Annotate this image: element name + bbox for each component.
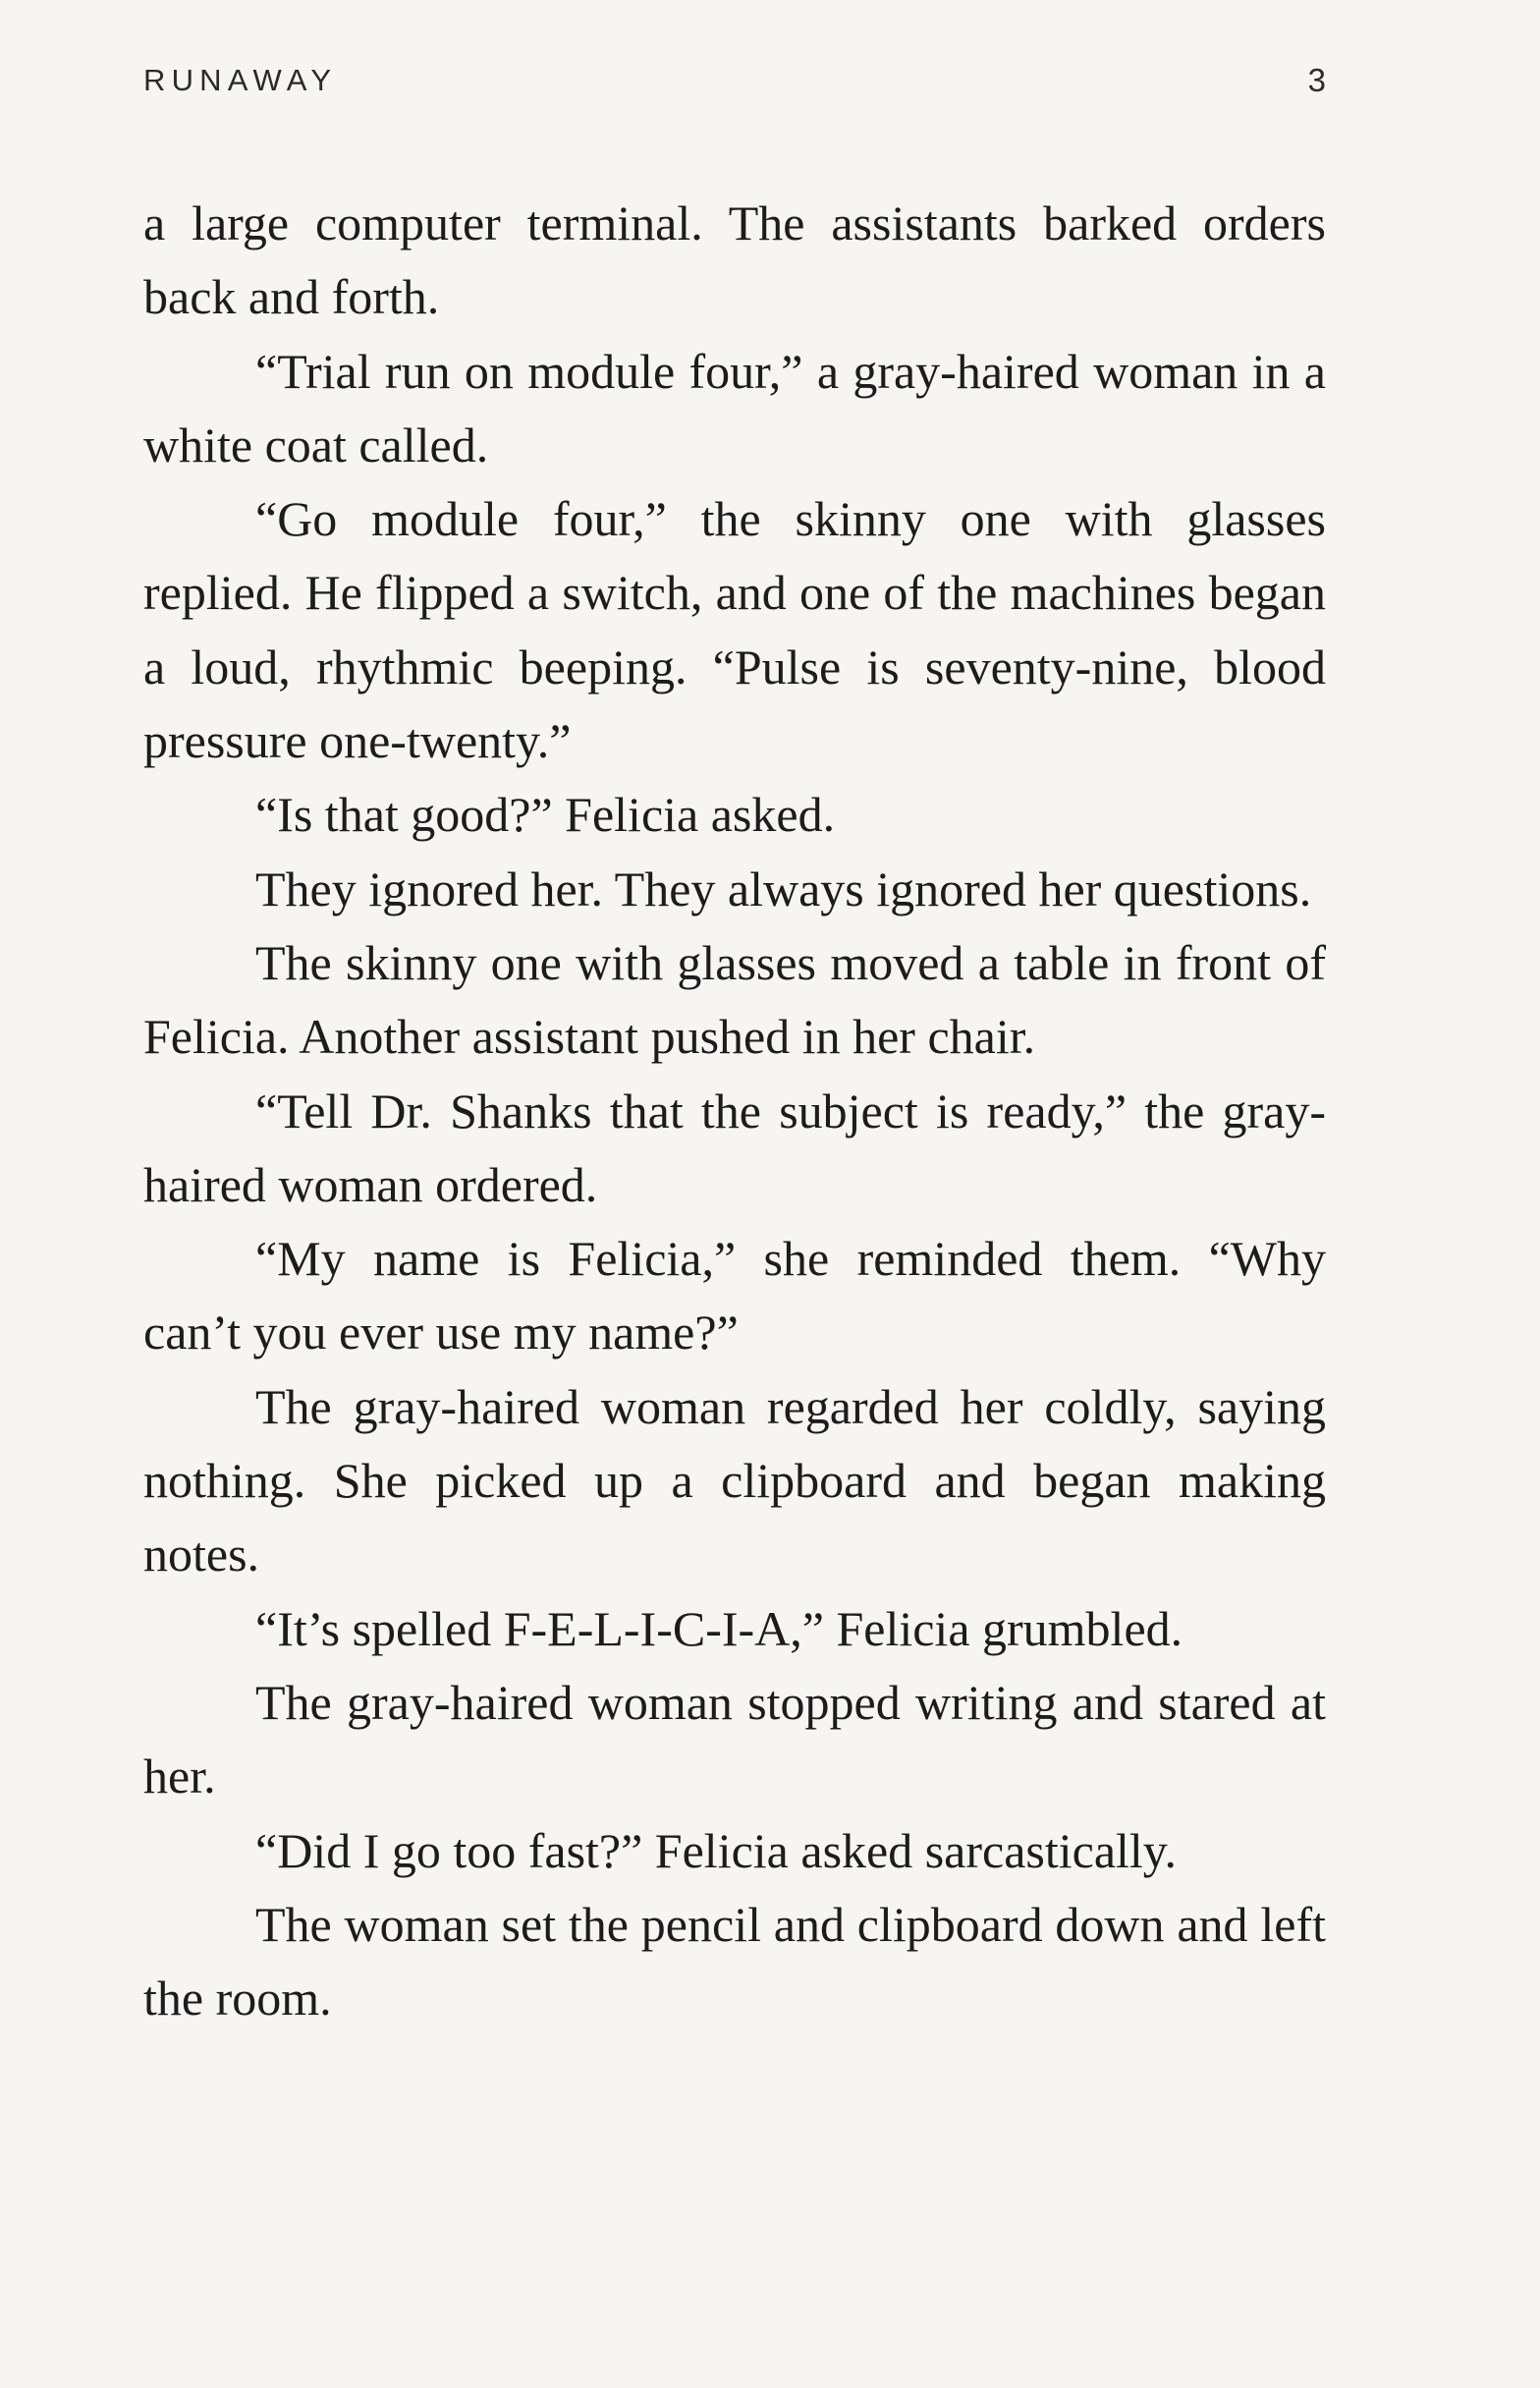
paragraph: The skinny one with glasses moved a table in front of Felicia. Another assistant pushed in her chair. [143,934,1326,1065]
paragraph: “Did I go too fast?” Felicia asked sarcastically. [255,1822,1178,1878]
running-head [143,61,1326,100]
paragraph: The gray-haired woman regarded her coldly, saying nothing. She picked up a clipboard and began making notes. [143,1378,1326,1583]
page-number: 3 [1307,62,1326,98]
paragraph: The gray-haired woman stopped writing and stared at her. [143,1674,1326,1805]
paragraph: “My name is Felicia,” she reminded them. “Why can’t you ever use my name?” [143,1231,1326,1361]
paragraph: “Tell Dr. Shanks that the subject is ready,” the gray-haired woman ordered. [143,1083,1326,1212]
paragraph: “Go module four,” the skinny one with glasses replied. He flipped a switch, and one of the machines began a loud, rhythmic beeping. “Pulse is seventy-nine, blood pressure one-twenty.” [143,491,1326,769]
paragraph: They ignored her. They always ignored her questions. [255,861,1312,916]
paragraph: “Is that good?” Felicia asked. [255,787,836,843]
paragraph: “It’s spelled F-E-L-I-C-I-A,” Felicia grumbled. [255,1600,1183,1656]
paragraph: “Trial run on module four,” a gray-haired woman in a white coat called. [143,343,1326,472]
running-title: RUNAWAY [143,63,338,97]
paragraph: a large computer terminal. The assistants barked orders back and forth. [143,195,1326,325]
body-text [143,187,1326,2035]
paragraph: The woman set the pencil and clipboard down and left the room. [143,1896,1326,2027]
